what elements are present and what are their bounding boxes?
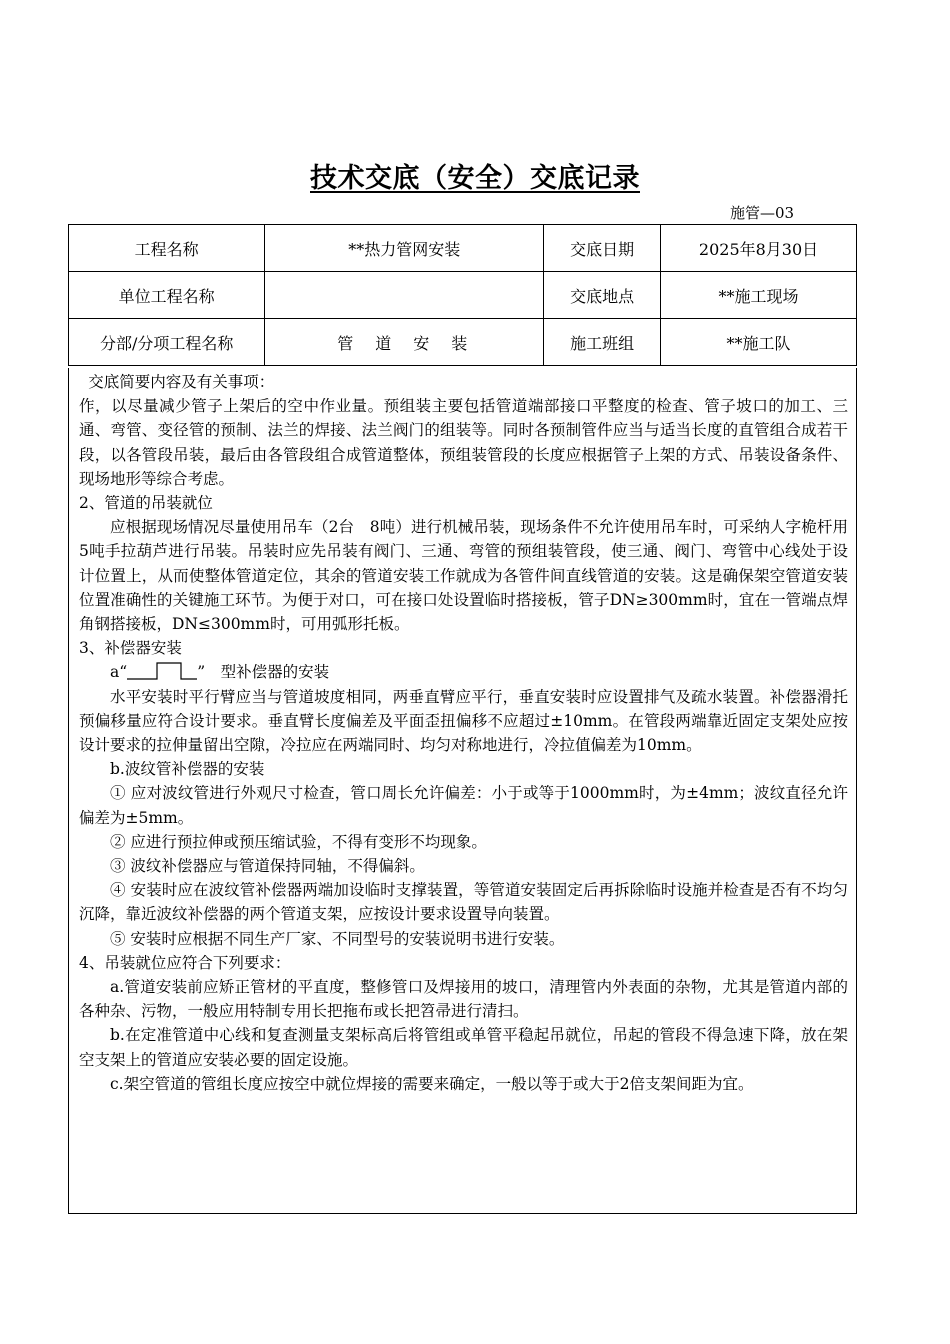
content-header: 交底简要内容及有关事项： <box>88 373 275 391</box>
project-name-value: **热力管网安装 <box>265 225 544 272</box>
section-expander-heading: 3、补偿器安装 <box>79 639 182 658</box>
work-team-value: **施工队 <box>661 319 857 366</box>
content-box <box>68 368 857 1214</box>
bellows-item-5: ⑤ 安装时应根据不同生产厂家、不同型号的安装说明书进行安装。 <box>110 929 565 948</box>
document-title: 技术交底（安全）交底记录 <box>310 163 640 194</box>
close-quote: ” <box>197 663 206 682</box>
unit-project-value <box>265 272 544 319</box>
table-row <box>69 272 857 319</box>
bellows-item-2: ② 应进行预拉伸或预压缩试验，不得有变形不均现象。 <box>110 832 487 851</box>
subsection-bellows-heading: b.波纹管补偿器的安装 <box>110 760 265 779</box>
work-team-label: 施工班组 <box>544 319 661 366</box>
table-row <box>69 225 857 272</box>
bellows-item-4: ④ 安装时应在波纹管补偿器两端加设临时支撑装置，等管道安装固定后再拆除临时设施并检查是否有不均匀沉降，靠近波纹补偿器的两个管道支架，应按设计要求设置导向装置。 <box>79 881 848 924</box>
document-number: 施管—03 <box>730 204 795 222</box>
section-hoisting-heading: 2、管道的吊装就位 <box>79 494 213 513</box>
open-quote: “ <box>119 663 128 682</box>
bellows-item-1: ① 应对波纹管进行外观尺寸检查，管口周长允许偏差：小于或等于1000mm时，为±4mm；波纹直径允许偏差为±5mm。 <box>79 784 848 827</box>
project-name-label: 工程名称 <box>69 225 265 272</box>
unit-project-label: 单位工程名称 <box>69 272 265 319</box>
info-table <box>68 224 857 366</box>
subproject-value: 管道安装 <box>265 319 544 366</box>
subsection-u-expander <box>79 660 848 684</box>
paragraph-hoisting: 应根据现场情况尽量使用吊车（2台 8吨）进行机械吊装，现场条件不允许使用吊车时，可采纳人字桅杆用5吨手拉葫芦进行吊装。吊装时应先吊装有阀门、三通、弯管的预组装管段，使三通、阀门、弯管中心线处于设计位置上，从而使整体管道定位，其余的管道安装工作就成为各管件间直线管道的安装。这是确保架空管道安装位置准确性的关键施工环节。为便于对口，可在接口处设置临时搭接板，管子DN≥300mm时，宜在一管端点焊角钢搭接板，DN≤300mm时，可用弧形托板。 <box>79 518 848 634</box>
requirement-item-a: a.管道安装前应矫正管材的平直度，整修管口及焊接用的坡口，清理管内外表面的杂物，尤其是管道内部的各种杂、污物，一般应用特制专用长把拖布或长把笤帚进行清扫。 <box>79 978 848 1021</box>
paragraph-u-expander: 水平安装时平行臂应当与管道坡度相同，两垂直臂应平行，垂直安装时应设置排气及疏水装置。补偿器滑托预偏移量应符合设计要求。垂直臂长度偏差及平面歪扭偏移不应超过±10mm。在管段两端靠近固定支架处应按设计要求的拉伸量留出空隙，冷拉应在两端同时、均匀对称地进行，冷拉值偏差为10mm。 <box>79 687 848 755</box>
handover-date-label: 交底日期 <box>544 225 661 272</box>
subsection-letter: a <box>110 663 120 682</box>
section-requirements-heading: 4、吊装就位应符合下列要求： <box>79 953 291 972</box>
handover-location-value: **施工现场 <box>661 272 857 319</box>
subsection-title: 型补偿器的安装 <box>220 663 330 682</box>
requirement-item-c: c.架空管道的管组长度应按空中就位焊接的需要来确定，一般以等于或大于2倍支架间距为宜。 <box>110 1074 754 1093</box>
paragraph-preassembly: 作，以尽量减少管子上架后的空中作业量。预组装主要包括管道端部接口平整度的检查、管子坡口的加工、三通、弯管、变径管的预制、法兰的焊接、法兰阀门的组装等。同时各预制管件应当与适当长度的直管组合成若干段，以各管段吊装，最后由各管段组合成管道整体，预组装管段的长度应根据管子上架的方式、吊装设备条件、现场地形等综合考虑。 <box>79 397 848 488</box>
u-expander-shape-icon <box>127 662 197 680</box>
table-row <box>69 319 857 366</box>
handover-location-label: 交底地点 <box>544 272 661 319</box>
bellows-item-3: ③ 波纹补偿器应与管道保持同轴，不得偏斜。 <box>110 857 425 876</box>
handover-date-value: 2025年8月30日 <box>661 225 857 272</box>
subproject-label: 分部/分项工程名称 <box>69 319 265 366</box>
requirement-item-b: b.在定准管道中心线和复查测量支架标高后将管组或单管平稳起吊就位，吊起的管段不得急速下降，放在架空支架上的管道应安装必要的固定设施。 <box>79 1026 848 1069</box>
